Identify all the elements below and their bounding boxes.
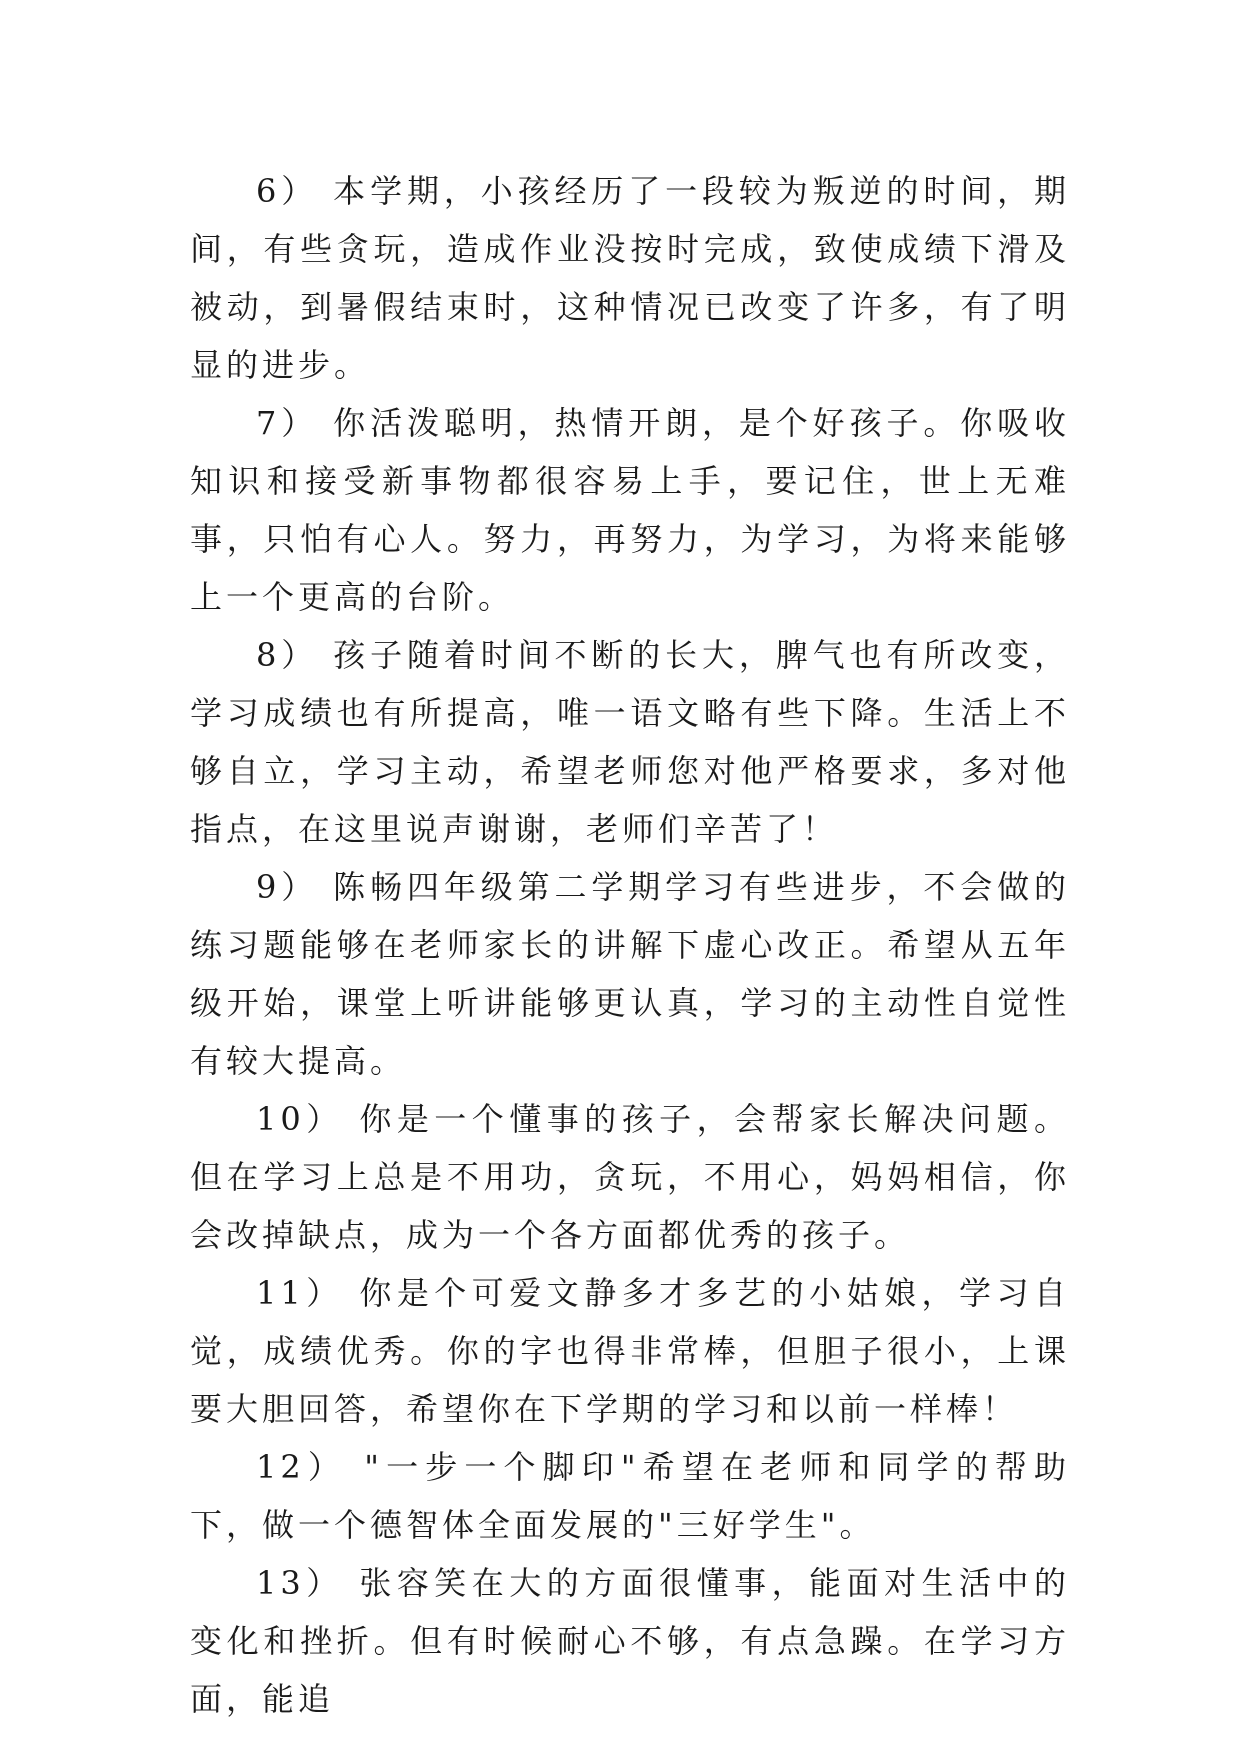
document-body [190, 162, 1070, 1728]
paragraph-6: 6） 本学期，小孩经历了一段较为叛逆的时间，期间，有些贪玩，造成作业没按时完成，致使成绩下滑及被动，到暑假结束时，这种情况已改变了许多，有了明显的进步。 [190, 172, 1070, 384]
paragraph-12: 12） "一步一个脚印"希望在老师和同学的帮助下，做一个德智体全面发展的"三好学生"。 [190, 1448, 1070, 1544]
paragraph-13: 13） 张容笑在大的方面很懂事，能面对生活中的变化和挫折。但有时候耐心不够，有点急躁。在学习方面，能追 [190, 1564, 1070, 1718]
paragraph-10: 10） 你是一个懂事的孩子，会帮家长解决问题。但在学习上总是不用功，贪玩，不用心，妈妈相信，你会改掉缺点，成为一个各方面都优秀的孩子。 [190, 1100, 1070, 1254]
paragraph-8: 8） 孩子随着时间不断的长大，脾气也有所改变，学习成绩也有所提高，唯一语文略有些下降。生活上不够自立，学习主动，希望老师您对他严格要求，多对他指点，在这里说声谢谢，老师们辛苦了！ [190, 636, 1070, 848]
paragraph-7: 7） 你活泼聪明，热情开朗，是个好孩子。你吸收知识和接受新事物都很容易上手，要记住，世上无难事，只怕有心人。努力，再努力，为学习，为将来能够上一个更高的台阶。 [190, 404, 1070, 616]
paragraph-11: 11） 你是个可爱文静多才多艺的小姑娘，学习自觉，成绩优秀。你的字也得非常棒，但胆子很小，上课要大胆回答，希望你在下学期的学习和以前一样棒！ [190, 1274, 1070, 1428]
paragraph-9: 9） 陈畅四年级第二学期学习有些进步，不会做的练习题能够在老师家长的讲解下虚心改正。希望从五年级开始，课堂上听讲能够更认真，学习的主动性自觉性有较大提高。 [190, 868, 1070, 1080]
